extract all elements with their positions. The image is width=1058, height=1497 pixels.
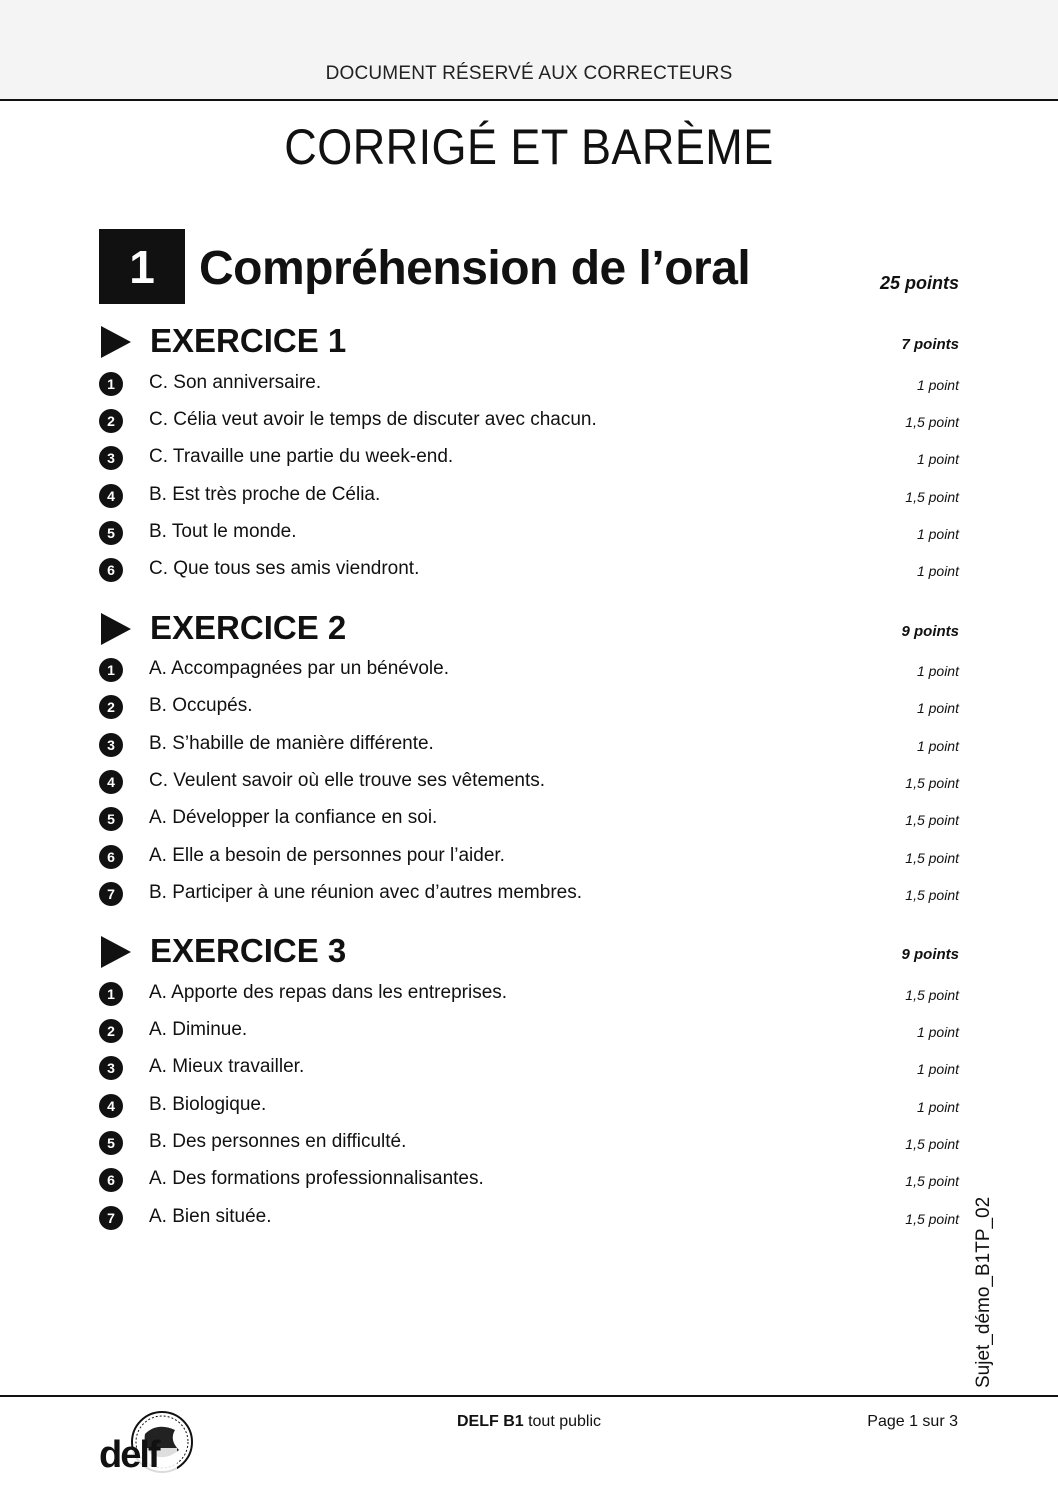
answer-points: 1,5 point [905, 489, 959, 505]
exercise-points: 9 points [901, 946, 959, 963]
number-bullet: 6 [99, 845, 123, 869]
answer-text: A. Accompagnées par un bénévole. [149, 658, 449, 679]
answer-row [99, 692, 959, 722]
answer-points: 1 point [916, 563, 959, 579]
number-bullet: 7 [99, 882, 123, 906]
section-number: 1 [99, 229, 185, 304]
answer-points: 1 point [916, 377, 959, 393]
answer-row [99, 655, 959, 685]
answer-row [99, 842, 959, 872]
answer-text: C. Son anniversaire. [149, 372, 322, 393]
answer-row [99, 730, 959, 760]
answer-text: B. Occupés. [149, 695, 253, 716]
play-arrow-icon [101, 613, 131, 645]
answer-text: A. Apporte des repas dans les entreprises. [149, 982, 508, 1003]
answer-text: A. Diminue. [149, 1019, 248, 1040]
answer-row [99, 1091, 959, 1121]
answer-text: B. Biologique. [149, 1094, 267, 1115]
delf-logo-text: delf [99, 1434, 159, 1476]
product-name: DELF B1 [456, 1413, 524, 1430]
document-title: CORRIGÉ ET BARÈME [284, 119, 774, 175]
answer-points: 1 point [916, 663, 959, 679]
answer-row [99, 1053, 959, 1083]
subject-code: Sujet_démo_B1TP_02 [973, 1196, 994, 1388]
answer-row [99, 369, 959, 399]
number-bullet: 1 [99, 658, 123, 682]
number-bullet: 2 [99, 409, 123, 433]
answer-points: 1,5 point [905, 1136, 959, 1152]
answer-row [99, 1016, 959, 1046]
footer-divider [0, 1395, 1058, 1397]
answer-row [99, 555, 959, 585]
number-bullet: 2 [99, 1019, 123, 1043]
answer-text: B. S’habille de manière différente. [149, 733, 434, 754]
answer-text: C. Veulent savoir où elle trouve ses vêtements. [149, 770, 546, 791]
answer-text: C. Que tous ses amis viendront. [149, 558, 420, 579]
answer-points: 1 point [916, 1099, 959, 1115]
answer-points: 1,5 point [905, 850, 959, 866]
answer-row [99, 767, 959, 797]
number-bullet: 3 [99, 733, 123, 757]
answer-points: 1 point [916, 700, 959, 716]
answer-points: 1,5 point [905, 1173, 959, 1189]
answer-text: A. Des formations professionnalisantes. [149, 1168, 484, 1189]
play-arrow-icon [101, 326, 131, 358]
number-bullet: 5 [99, 521, 123, 545]
number-bullet: 3 [99, 446, 123, 470]
exercise-title: EXERCICE 3 [150, 932, 347, 969]
number-bullet: 4 [99, 1094, 123, 1118]
answer-points: 1,5 point [905, 812, 959, 828]
answer-row [99, 1203, 959, 1233]
number-bullet: 1 [99, 372, 123, 396]
answer-text: A. Bien située. [149, 1206, 272, 1227]
answer-points: 1,5 point [905, 414, 959, 430]
answer-text: C. Travaille une partie du week-end. [149, 446, 454, 467]
answer-row [99, 481, 959, 511]
number-bullet: 6 [99, 1168, 123, 1192]
number-bullet: 4 [99, 484, 123, 508]
answer-row [99, 804, 959, 834]
section-header [99, 229, 959, 304]
exercise-points: 7 points [901, 336, 959, 353]
answer-row [99, 1165, 959, 1195]
answer-points: 1 point [916, 526, 959, 542]
exercise-header [99, 609, 959, 649]
answer-row [99, 979, 959, 1009]
page-number: Page 1 sur 3 [867, 1413, 958, 1430]
answer-points: 1,5 point [905, 987, 959, 1003]
number-bullet: 3 [99, 1056, 123, 1080]
answer-row [99, 443, 959, 473]
answer-text: B. Tout le monde. [149, 521, 297, 542]
number-bullet: 6 [99, 558, 123, 582]
number-bullet: 5 [99, 807, 123, 831]
reserved-label: DOCUMENT RÉSERVÉ AUX CORRECTEURS [325, 63, 733, 84]
answer-points: 1 point [916, 1024, 959, 1040]
number-bullet: 1 [99, 982, 123, 1006]
number-bullet: 2 [99, 695, 123, 719]
number-bullet: 5 [99, 1131, 123, 1155]
answer-text: B. Participer à une réunion avec d’autres membres. [149, 882, 582, 903]
answer-text: A. Elle a besoin de personnes pour l’aider. [149, 845, 505, 866]
header-band [0, 0, 1058, 101]
answer-points: 1 point [916, 1061, 959, 1077]
exercise-header [99, 322, 959, 362]
exercise-title: EXERCICE 1 [150, 322, 347, 359]
answer-text: C. Célia veut avoir le temps de discuter avec chacun. [149, 409, 597, 430]
section-title: Compréhension de l’oral [199, 242, 751, 295]
section-points: 25 points [879, 273, 959, 293]
answer-text: A. Mieux travailler. [149, 1056, 305, 1077]
answer-row [99, 518, 959, 548]
answer-points: 1,5 point [905, 1211, 959, 1227]
answer-points: 1 point [916, 451, 959, 467]
answer-points: 1,5 point [905, 775, 959, 791]
answer-text: B. Des personnes en difficulté. [149, 1131, 407, 1152]
answer-text: B. Est très proche de Célia. [149, 484, 381, 505]
exercise-points: 9 points [901, 623, 959, 640]
answer-points: 1,5 point [905, 887, 959, 903]
product-audience: tout public [523, 1413, 602, 1430]
number-bullet: 7 [99, 1206, 123, 1230]
answer-row [99, 879, 959, 909]
answer-row [99, 406, 959, 436]
answer-row [99, 1128, 959, 1158]
number-bullet: 4 [99, 770, 123, 794]
exercise-header [99, 932, 959, 972]
exercise-title: EXERCICE 2 [150, 609, 347, 646]
play-arrow-icon [101, 936, 131, 968]
answer-points: 1 point [916, 738, 959, 754]
answer-text: A. Développer la confiance en soi. [149, 807, 438, 828]
